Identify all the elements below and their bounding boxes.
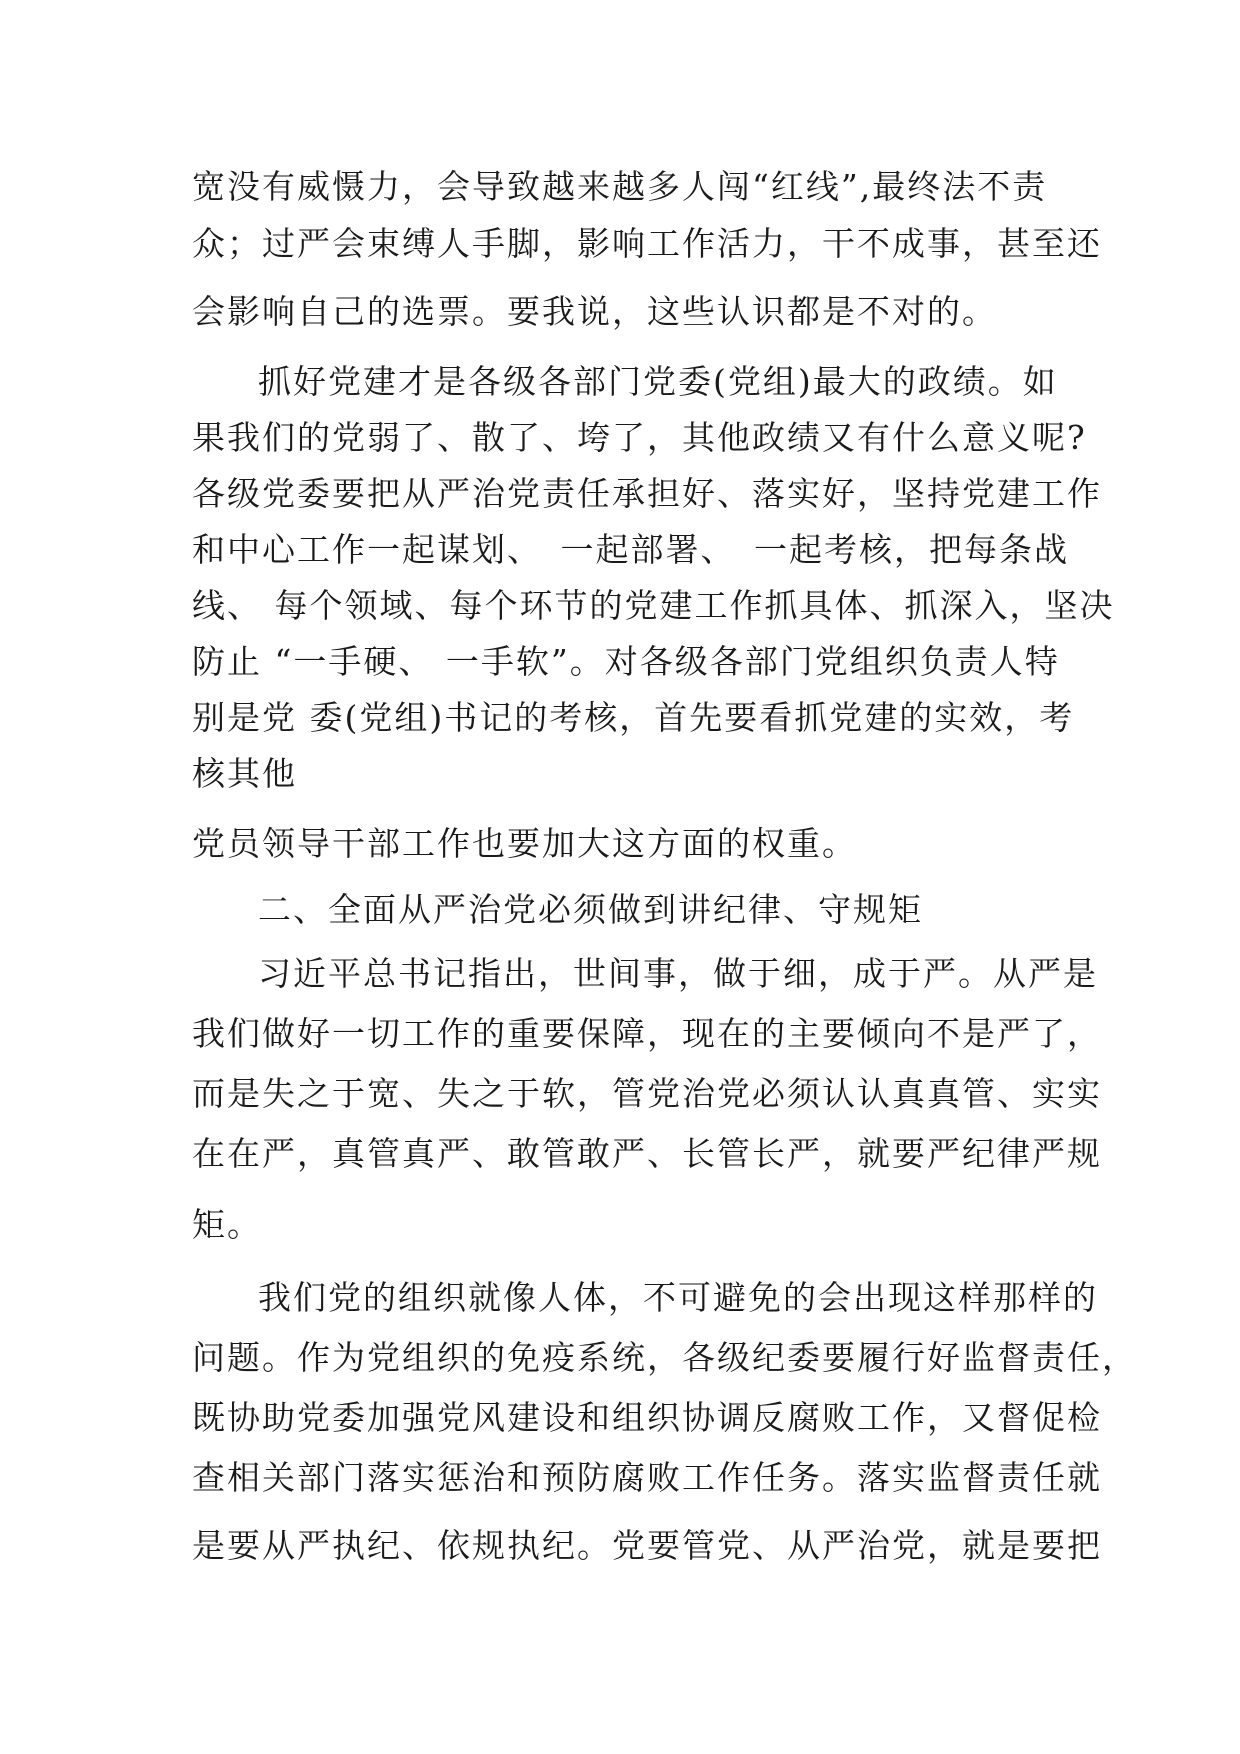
- text-line: 矩。: [192, 1205, 262, 1244]
- text-line: 和中心工作一起谋划、 一起部署、 一起考核，把每条战: [192, 530, 1069, 569]
- text-line: 在在严，真管真严、敢管敢严、长管长严，就要严纪律严规: [192, 1134, 1102, 1173]
- text-line: 各级党委要把从严治党责任承担好、落实好，坚持党建工作: [192, 474, 1102, 513]
- text-line: 会影响自己的选票。要我说，这些认识都是不对的。: [192, 292, 997, 331]
- section-heading: 二、全面从严治党必须做到讲纪律、守规矩: [258, 890, 923, 929]
- paragraph-first-line: 习近平总书记指出，世间事，做于细，成于严。从严是: [258, 954, 1098, 993]
- text-line: 防止 “一手硬、 一手软”。对各级各部门党组织负责人特: [192, 642, 1060, 681]
- text-line: 党员领导干部工作也要加大这方面的权重。: [192, 824, 857, 863]
- text-line: 线、 每个领域、每个环节的党建工作抓具体、抓深入，坚决: [192, 586, 1115, 625]
- text-line: 是要从严执纪、依规执纪。党要管党、从严治党，就是要把: [192, 1526, 1102, 1565]
- paragraph-first-line: 抓好党建才是各级各部门党委(党组)最大的政绩。如: [258, 362, 1058, 401]
- text-line: 宽没有威慑力，会导致越来越多人闯“红线”,最终法不责: [192, 167, 1048, 206]
- text-line: 而是失之于宽、失之于软，管党治党必须认认真真管、实实: [192, 1074, 1102, 1113]
- text-line: 果我们的党弱了、散了、垮了，其他政绩又有什么意义呢?: [192, 418, 1087, 457]
- text-line: 核其他: [192, 754, 297, 793]
- text-line: 查相关部门落实惩治和预防腐败工作任务。落实监督责任就: [192, 1458, 1102, 1497]
- text-line: 问题。作为党组织的免疫系统，各级纪委要履行好监督责任，: [192, 1338, 1137, 1377]
- text-line: 既协助党委加强党风建设和组织协调反腐败工作，又督促检: [192, 1398, 1102, 1437]
- text-line: 别是党 委(党组)书记的考核，首先要看抓党建的实效，考: [192, 698, 1075, 737]
- text-line: 我们做好一切工作的重要保障，现在的主要倾向不是严了，: [192, 1014, 1102, 1053]
- paragraph-first-line: 我们党的组织就像人体，不可避免的会出现这样那样的: [258, 1278, 1098, 1317]
- text-line: 众；过严会束缚人手脚，影响工作活力，干不成事，甚至还: [192, 224, 1102, 263]
